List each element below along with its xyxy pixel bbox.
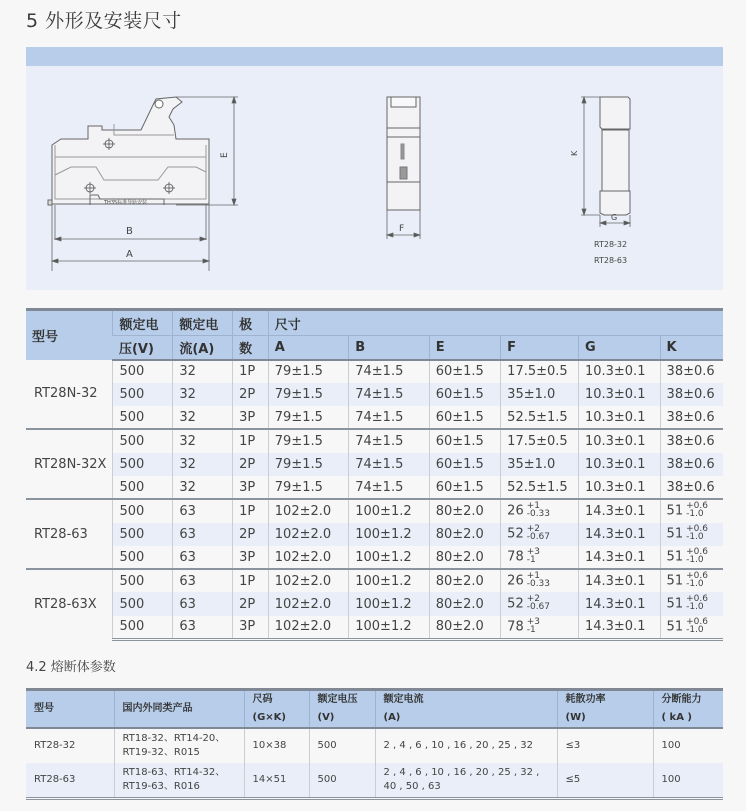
nominal-value: 51 xyxy=(666,619,684,635)
table-row xyxy=(26,429,723,452)
cell-current: 32 xyxy=(173,406,233,429)
cell-poles: 1P xyxy=(233,569,269,592)
cell-voltage: 500 xyxy=(113,592,173,615)
cell-k xyxy=(660,546,723,569)
cell-g: 14.3±0.1 xyxy=(578,592,660,615)
cell-e: 60±1.5 xyxy=(429,453,500,476)
cell-b: 100±1.2 xyxy=(349,616,429,639)
tolerance: +3 -1 xyxy=(526,616,540,635)
cell-voltage: 500 xyxy=(113,453,173,476)
table-row xyxy=(26,406,723,429)
fuse-table-row xyxy=(26,763,723,798)
cell-poles: 3P xyxy=(233,476,269,499)
label-f: F xyxy=(399,224,405,234)
dimension-a xyxy=(52,205,209,271)
table-row xyxy=(26,499,723,522)
cell-g: 14.3±0.1 xyxy=(578,523,660,546)
fuse-header-equivalents: 国内外同类产品 xyxy=(114,690,244,729)
cell-f: 52.5±1.5 xyxy=(501,406,579,429)
cell-g: 10.3±0.1 xyxy=(578,453,660,476)
fuse-current: 2 , 4 , 6 , 10 , 16 , 20 , 25 , 32 xyxy=(375,728,557,763)
cell-voltage: 500 xyxy=(113,360,173,383)
cell-a: 102±2.0 xyxy=(268,569,348,592)
table-row xyxy=(26,546,723,569)
cell-e: 60±1.5 xyxy=(429,429,500,452)
fuse-header-model: 型号 xyxy=(26,690,114,729)
cell-k xyxy=(660,523,723,546)
cell-voltage: 500 xyxy=(113,546,173,569)
header-voltage-2: 压(V) xyxy=(113,336,173,360)
fuse-params-table xyxy=(26,688,723,800)
header-col-g: G xyxy=(578,336,660,360)
fuse-breaking: 100 xyxy=(653,728,723,763)
fuse-voltage: 500 xyxy=(309,763,375,798)
cell-k: 38±0.6 xyxy=(660,476,723,499)
cell-f xyxy=(501,569,579,592)
cell-a: 79±1.5 xyxy=(268,406,348,429)
fuse-cartridge-drawing xyxy=(600,97,630,215)
header-poles-2: 数 xyxy=(233,336,269,360)
fuse-header-voltage: 额定电压 (V) xyxy=(309,690,375,729)
fuse-header-power: 耗散功率 (W) xyxy=(557,690,653,729)
dimension-k xyxy=(581,97,600,215)
header-col-b: B xyxy=(349,336,429,360)
dimension-drawing-panel xyxy=(26,47,723,290)
table-row xyxy=(26,569,723,592)
fuse-section-title: 4.2 熔断体参数 xyxy=(26,660,116,675)
cell-g: 10.3±0.1 xyxy=(578,476,660,499)
tolerance: +1 -0.33 xyxy=(526,571,551,590)
front-view-drawing xyxy=(48,97,209,205)
label-b: B xyxy=(126,226,133,237)
side-view-drawing xyxy=(387,97,420,210)
fuse-model: RT28-63 xyxy=(26,763,114,798)
cell-a: 79±1.5 xyxy=(268,453,348,476)
header-col-f: F xyxy=(501,336,579,360)
cell-poles: 2P xyxy=(233,523,269,546)
cell-e: 80±2.0 xyxy=(429,523,500,546)
header-col-k: K xyxy=(660,336,723,360)
model-cell: RT28N-32 xyxy=(26,360,113,430)
cell-poles: 1P xyxy=(233,360,269,383)
cell-g: 10.3±0.1 xyxy=(578,429,660,452)
cell-k: 38±0.6 xyxy=(660,406,723,429)
tolerance: +0.6 -1.0 xyxy=(686,594,708,613)
cell-e: 60±1.5 xyxy=(429,360,500,383)
cell-k: 38±0.6 xyxy=(660,383,723,406)
header-poles-1: 极 xyxy=(233,310,269,336)
cell-a: 79±1.5 xyxy=(268,360,348,383)
cell-f xyxy=(501,592,579,615)
cell-b: 74±1.5 xyxy=(349,453,429,476)
fuse-header-current: 额定电流 (A) xyxy=(375,690,557,729)
cell-e: 80±2.0 xyxy=(429,569,500,592)
header-col-a: A xyxy=(268,336,348,360)
cell-current: 63 xyxy=(173,499,233,522)
table-row xyxy=(26,383,723,406)
table-row xyxy=(26,453,723,476)
cell-f: 52.5±1.5 xyxy=(501,476,579,499)
cell-a: 79±1.5 xyxy=(268,429,348,452)
cell-a: 102±2.0 xyxy=(268,592,348,615)
header-current-1: 额定电 xyxy=(173,310,233,336)
nominal-value: 51 xyxy=(666,549,684,565)
cell-e: 80±2.0 xyxy=(429,592,500,615)
cell-f xyxy=(501,499,579,522)
nominal-value: 51 xyxy=(666,573,684,589)
cell-b: 100±1.2 xyxy=(349,546,429,569)
fuse-breaking: 100 xyxy=(653,763,723,798)
cell-voltage: 500 xyxy=(113,406,173,429)
cell-g: 14.3±0.1 xyxy=(578,546,660,569)
cell-current: 63 xyxy=(173,569,233,592)
tolerance: +3 -1 xyxy=(526,547,540,566)
fuse-model: RT28-32 xyxy=(34,740,76,751)
header-current-2: 流(A) xyxy=(173,336,233,360)
table-row xyxy=(26,592,723,615)
cell-f: 17.5±0.5 xyxy=(501,360,579,383)
cell-f: 35±1.0 xyxy=(501,453,579,476)
cell-g: 14.3±0.1 xyxy=(578,499,660,522)
cell-a: 102±2.0 xyxy=(268,499,348,522)
cell-current: 63 xyxy=(173,616,233,639)
cell-b: 100±1.2 xyxy=(349,499,429,522)
cell-poles: 2P xyxy=(233,383,269,406)
cell-g: 14.3±0.1 xyxy=(578,569,660,592)
fuse-voltage: 500 xyxy=(309,728,375,763)
header-size: 尺寸 xyxy=(268,310,723,336)
cell-poles: 1P xyxy=(233,499,269,522)
label-a: A xyxy=(126,249,133,260)
tolerance: +0.6 -1.0 xyxy=(686,571,708,590)
cell-current: 32 xyxy=(173,453,233,476)
cell-current: 32 xyxy=(173,429,233,452)
cell-voltage: 500 xyxy=(113,523,173,546)
fuse-model-2: RT28-63 xyxy=(594,256,628,265)
fuse-power: ≤3 xyxy=(557,728,653,763)
table-row xyxy=(26,616,723,639)
cell-current: 63 xyxy=(173,523,233,546)
cell-k: 38±0.6 xyxy=(660,360,723,383)
cell-current: 32 xyxy=(173,476,233,499)
nominal-value: 51 xyxy=(666,596,684,612)
cell-k: 38±0.6 xyxy=(660,453,723,476)
cell-k xyxy=(660,569,723,592)
cell-k: 38±0.6 xyxy=(660,429,723,452)
header-col-e: E xyxy=(429,336,500,360)
cell-voltage: 500 xyxy=(113,383,173,406)
cell-a: 102±2.0 xyxy=(268,616,348,639)
tolerance: +2 -0.67 xyxy=(526,594,551,613)
cell-poles: 2P xyxy=(233,453,269,476)
cell-g: 10.3±0.1 xyxy=(578,406,660,429)
cell-f: 35±1.0 xyxy=(501,383,579,406)
cell-a: 102±2.0 xyxy=(268,546,348,569)
header-model: 型号 xyxy=(26,310,113,360)
nominal-value: 78 xyxy=(507,619,524,635)
cell-b: 74±1.5 xyxy=(349,406,429,429)
tolerance: +0.6 -1.0 xyxy=(686,616,708,635)
cell-poles: 1P xyxy=(233,429,269,452)
tolerance: +0.6 -1.0 xyxy=(686,524,708,543)
cell-poles: 2P xyxy=(233,592,269,615)
cell-voltage: 500 xyxy=(113,429,173,452)
fuse-size: 10×38 xyxy=(244,728,309,763)
rail-label: TH35标准导轨安装 xyxy=(104,200,148,206)
cell-b: 74±1.5 xyxy=(349,383,429,406)
cell-a: 79±1.5 xyxy=(268,383,348,406)
header-voltage-1: 额定电 xyxy=(113,310,173,336)
cell-b: 100±1.2 xyxy=(349,569,429,592)
fuse-header-size: 尺码 (G×K) xyxy=(244,690,309,729)
cell-k xyxy=(660,499,723,522)
cell-current: 32 xyxy=(173,383,233,406)
cell-e: 80±2.0 xyxy=(429,546,500,569)
cell-g: 14.3±0.1 xyxy=(578,616,660,639)
cell-f xyxy=(501,523,579,546)
cell-b: 74±1.5 xyxy=(349,429,429,452)
cell-e: 80±2.0 xyxy=(429,616,500,639)
cell-current: 63 xyxy=(173,546,233,569)
cell-g: 10.3±0.1 xyxy=(578,360,660,383)
cell-b: 74±1.5 xyxy=(349,476,429,499)
nominal-value: 26 xyxy=(507,573,524,589)
fuse-model-1: RT28-32 xyxy=(594,240,628,249)
cell-f xyxy=(501,546,579,569)
cell-a: 102±2.0 xyxy=(268,523,348,546)
nominal-value: 51 xyxy=(666,503,684,519)
nominal-value: 26 xyxy=(507,503,524,519)
nominal-value: 52 xyxy=(507,596,524,612)
tolerance: +1 -0.33 xyxy=(526,501,551,520)
cell-voltage: 500 xyxy=(113,616,173,639)
cell-b: 100±1.2 xyxy=(349,523,429,546)
cell-poles: 3P xyxy=(233,616,269,639)
page-title: 5 外形及安装尺寸 xyxy=(26,10,182,32)
cell-b: 100±1.2 xyxy=(349,592,429,615)
cell-a: 79±1.5 xyxy=(268,476,348,499)
cell-k xyxy=(660,592,723,615)
tolerance: +0.6 -1.0 xyxy=(686,547,708,566)
cell-e: 60±1.5 xyxy=(429,406,500,429)
cell-b: 74±1.5 xyxy=(349,360,429,383)
cell-poles: 3P xyxy=(233,406,269,429)
cell-voltage: 500 xyxy=(113,569,173,592)
dimensions-table-body xyxy=(26,360,723,640)
technical-drawings xyxy=(26,47,723,290)
cell-current: 32 xyxy=(173,360,233,383)
cell-voltage: 500 xyxy=(113,499,173,522)
nominal-value: 51 xyxy=(666,526,684,542)
cell-voltage: 500 xyxy=(113,476,173,499)
fuse-equivalents: RT18-32、RT14-20、 RT19-32、R015 xyxy=(114,728,244,763)
table-row xyxy=(26,360,723,383)
tolerance: +0.6 -1.0 xyxy=(686,501,708,520)
fuse-table-row xyxy=(26,728,723,763)
cell-poles: 3P xyxy=(233,546,269,569)
table-row xyxy=(26,476,723,499)
nominal-value: 78 xyxy=(507,549,524,565)
label-g: G xyxy=(611,213,618,222)
cell-g: 10.3±0.1 xyxy=(578,383,660,406)
fuse-equivalents: RT18-63、RT14-32、 RT19-63、R016 xyxy=(114,763,244,798)
cell-f: 17.5±0.5 xyxy=(501,429,579,452)
table-row xyxy=(26,523,723,546)
label-e: E xyxy=(220,152,230,158)
model-cell: RT28-63X xyxy=(26,569,113,639)
cell-e: 60±1.5 xyxy=(429,383,500,406)
fuse-header-breaking: 分断能力 ( kA ) xyxy=(653,690,723,729)
fuse-power: ≤5 xyxy=(557,763,653,798)
fuse-size: 14×51 xyxy=(244,763,309,798)
cell-e: 60±1.5 xyxy=(429,476,500,499)
nominal-value: 52 xyxy=(507,526,524,542)
tolerance: +2 -0.67 xyxy=(526,524,551,543)
model-cell: RT28-63 xyxy=(26,499,113,569)
cell-f xyxy=(501,616,579,639)
cell-e: 80±2.0 xyxy=(429,499,500,522)
cell-current: 63 xyxy=(173,592,233,615)
model-cell: RT28N-32X xyxy=(26,429,113,499)
cell-k xyxy=(660,616,723,639)
fuse-current: 2 , 4 , 6 , 10 , 16 , 20 , 25 , 32 , 40 , 50 , 63 xyxy=(375,763,557,798)
dimensions-table xyxy=(26,308,723,641)
label-k: K xyxy=(570,150,579,156)
